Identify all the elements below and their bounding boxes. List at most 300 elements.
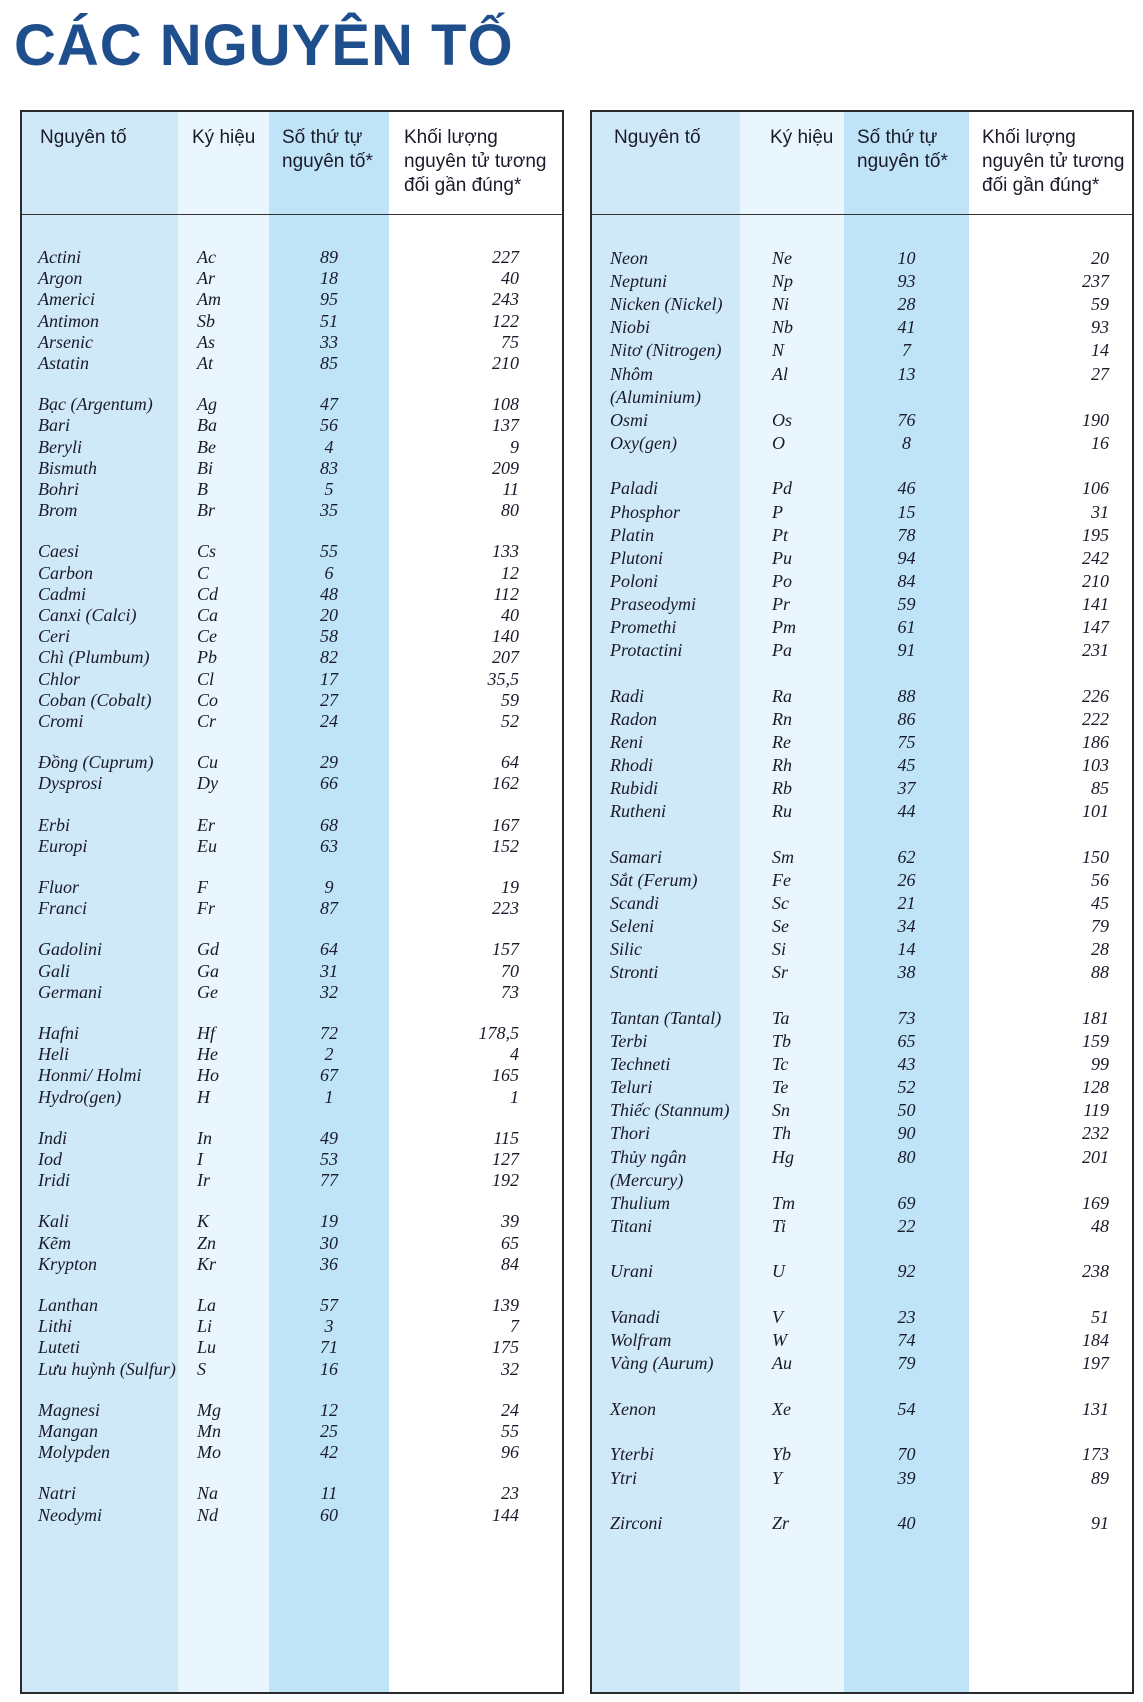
atomic-mass: 140 — [492, 626, 519, 647]
atomic-mass: 75 — [501, 331, 519, 352]
table-row — [22, 1170, 562, 1193]
atomic-mass: 1 — [510, 1086, 519, 1107]
element-symbol: Th — [772, 1123, 792, 1144]
atomic-number: 63 — [320, 835, 338, 856]
atomic-mass: 195 — [1082, 524, 1109, 545]
element-name: Niobi — [610, 317, 651, 338]
element-symbol: Po — [772, 570, 792, 591]
atomic-mass: 7 — [510, 1316, 519, 1337]
element-name: Nicken (Nickel) — [610, 294, 723, 315]
element-name: Neptuni — [610, 271, 667, 292]
table-row — [22, 669, 562, 692]
table-row — [22, 563, 562, 586]
element-name: Vanadi — [610, 1307, 661, 1327]
element-symbol: W — [772, 1330, 787, 1351]
element-symbol: Cl — [197, 668, 215, 689]
element-symbol: Ne — [772, 248, 792, 268]
element-name: Radi — [610, 685, 644, 706]
element-name: Kali — [38, 1211, 70, 1232]
element-name: Yterbi — [610, 1444, 655, 1465]
element-name: Molypden — [38, 1442, 110, 1463]
atomic-number: 39 — [897, 1467, 916, 1488]
atomic-mass: 127 — [492, 1149, 519, 1169]
atomic-number: 29 — [320, 752, 338, 773]
header-number: Số thứ tự nguyên tố* — [857, 127, 948, 172]
table-row — [22, 1023, 562, 1046]
table-row — [22, 353, 562, 376]
table-row — [592, 1468, 1132, 1491]
element-symbol: Au — [772, 1353, 792, 1374]
atomic-mass: 11 — [502, 479, 519, 499]
element-symbol: Li — [197, 1316, 213, 1337]
table-row — [22, 647, 562, 670]
element-symbol: Fr — [197, 898, 215, 919]
element-symbol: F — [197, 877, 208, 897]
element-name: Urani — [610, 1261, 654, 1282]
table-row — [22, 752, 562, 775]
table-row — [592, 1307, 1132, 1330]
table-row — [22, 332, 562, 355]
table-row — [22, 268, 562, 291]
element-name: Luteti — [38, 1337, 81, 1358]
atomic-mass: 162 — [492, 773, 519, 794]
element-symbol: Ra — [772, 685, 792, 706]
element-symbol: Ag — [197, 394, 217, 415]
atomic-mass: 137 — [492, 415, 519, 436]
atomic-number: 72 — [320, 1023, 338, 1043]
atomic-number: 38 — [897, 962, 916, 983]
table-row — [22, 773, 562, 796]
element-name: Nhôm — [610, 363, 654, 384]
table-row — [22, 500, 562, 523]
element-symbol: Np — [772, 271, 794, 292]
atomic-mass: 147 — [1082, 617, 1109, 637]
element-symbol: Bi — [197, 457, 213, 478]
atomic-mass: 175 — [492, 1337, 519, 1358]
element-name: Radon — [610, 708, 657, 729]
atomic-mass: 85 — [1091, 778, 1109, 799]
atomic-number: 77 — [320, 1170, 338, 1191]
atomic-mass: 223 — [492, 898, 519, 919]
atomic-mass: 40 — [501, 268, 519, 289]
atomic-number: 82 — [320, 647, 338, 668]
atomic-mass: 128 — [1082, 1077, 1109, 1098]
atomic-number: 46 — [897, 478, 916, 499]
table-row — [592, 870, 1132, 893]
atomic-mass: 108 — [492, 394, 519, 415]
atomic-mass: 73 — [501, 981, 519, 1002]
table-row — [592, 594, 1132, 617]
element-name: Nitơ (Nitrogen) — [610, 340, 722, 361]
element-symbol: Sr — [772, 962, 789, 983]
element-symbol: Be — [197, 436, 216, 457]
element-symbol: Se — [772, 916, 789, 937]
table-header — [592, 112, 1132, 215]
atomic-number: 92 — [897, 1261, 916, 1282]
element-name: Gali — [38, 960, 71, 981]
header-mass: Khối lượng nguyên tử tương đối gần đúng* — [982, 127, 1125, 196]
atomic-number: 25 — [320, 1421, 338, 1441]
element-name: Carbon — [38, 562, 94, 583]
element-name: Arsenic — [38, 331, 93, 352]
element-symbol: Al — [772, 363, 788, 384]
element-symbol: N — [772, 340, 785, 361]
element-symbol: Tm — [772, 1192, 796, 1213]
table-row — [592, 1399, 1132, 1422]
table-row — [592, 340, 1132, 363]
atomic-number: 37 — [897, 778, 916, 799]
element-name: Bạc (Argentum) — [38, 394, 153, 415]
element-name: Argon — [38, 268, 83, 289]
atomic-number: 87 — [320, 898, 338, 919]
atomic-mass: 45 — [1091, 893, 1109, 913]
atomic-mass: 19 — [501, 877, 519, 897]
atomic-mass: 139 — [492, 1295, 519, 1315]
atomic-mass: 115 — [493, 1127, 519, 1148]
element-name: Indi — [38, 1127, 67, 1148]
element-name: Lithi — [38, 1316, 73, 1337]
atomic-mass: 79 — [1091, 916, 1109, 937]
header-symbol: Ký hiệu — [770, 127, 834, 148]
table-row — [592, 1100, 1132, 1123]
atomic-number: 89 — [320, 247, 338, 267]
atomic-number: 3 — [324, 1316, 334, 1337]
element-symbol: Cu — [197, 752, 219, 773]
element-symbol: Zn — [197, 1232, 217, 1253]
table-row — [592, 939, 1132, 962]
atomic-mass: 152 — [492, 835, 519, 856]
table-row — [592, 1054, 1132, 1077]
atomic-number: 50 — [897, 1100, 916, 1121]
table-row — [592, 1353, 1132, 1376]
element-name: Americi — [38, 289, 95, 310]
element-symbol: Ho — [197, 1065, 219, 1086]
atomic-number: 79 — [897, 1353, 916, 1374]
atomic-number: 67 — [320, 1065, 338, 1086]
element-name: Fluor — [38, 877, 80, 897]
element-symbol: Ce — [197, 626, 217, 647]
atomic-number: 68 — [320, 814, 338, 835]
atomic-mass: 112 — [493, 583, 519, 604]
element-symbol: Ba — [197, 415, 217, 436]
atomic-number: 73 — [897, 1007, 916, 1028]
element-name: Beryli — [38, 436, 82, 457]
atomic-mass: 210 — [492, 353, 519, 373]
atomic-number: 56 — [320, 415, 338, 436]
atomic-number: 80 — [897, 1146, 916, 1167]
element-symbol: Co — [197, 689, 219, 710]
table-row — [22, 815, 562, 838]
element-name: Bohri — [38, 479, 80, 499]
atomic-number: 47 — [320, 394, 338, 415]
atomic-mass: 144 — [492, 1504, 519, 1525]
atomic-number: 62 — [897, 846, 916, 867]
element-symbol: Nb — [772, 317, 794, 338]
table-row — [22, 711, 562, 734]
atomic-mass: 227 — [492, 247, 519, 267]
element-name: Dysprosi — [38, 773, 103, 794]
table-row — [22, 415, 562, 438]
element-name: Wolfram — [610, 1330, 672, 1351]
element-symbol: Er — [197, 814, 215, 835]
atomic-mass: 103 — [1082, 755, 1109, 775]
atomic-mass: 70 — [501, 960, 519, 981]
header-number: Số thứ tự nguyên tố* — [282, 127, 373, 172]
element-name: Actini — [38, 247, 81, 267]
atomic-number: 84 — [897, 570, 916, 591]
atomic-mass: 16 — [1091, 432, 1109, 453]
element-name: Coban (Cobalt) — [38, 689, 152, 710]
table-row — [22, 584, 562, 607]
atomic-mass: 157 — [492, 939, 519, 960]
header-mass: Khối lượng nguyên tử tương đối gần đúng* — [404, 127, 547, 196]
atomic-number: 17 — [320, 668, 338, 689]
element-symbol: Rb — [772, 778, 792, 799]
element-name: Caesi — [38, 541, 80, 562]
element-name: Europi — [38, 835, 88, 856]
atomic-number: 18 — [320, 268, 338, 289]
atomic-number: 88 — [897, 685, 916, 706]
element-symbol: Os — [772, 409, 793, 430]
table-row — [592, 801, 1132, 824]
atomic-mass: 119 — [1083, 1100, 1109, 1121]
atomic-number: 42 — [320, 1442, 338, 1463]
element-symbol: Ca — [197, 605, 219, 625]
element-name: Samari — [610, 846, 663, 867]
table-row — [22, 982, 562, 1005]
atomic-number: 65 — [897, 1031, 916, 1051]
atomic-mass: 141 — [1082, 593, 1109, 614]
atomic-number: 71 — [320, 1337, 338, 1358]
table-row — [592, 893, 1132, 916]
atomic-number: 58 — [320, 626, 338, 647]
element-name: Erbi — [38, 814, 71, 835]
atomic-mass: 186 — [1082, 731, 1109, 752]
table-row — [592, 778, 1132, 801]
atomic-number: 70 — [897, 1444, 916, 1465]
element-name: Lưu huỳnh (Sulfur) — [38, 1358, 176, 1379]
table-row — [22, 437, 562, 460]
table-row — [22, 939, 562, 962]
element-symbol: V — [772, 1307, 783, 1327]
atomic-mass: 131 — [1082, 1398, 1109, 1419]
atomic-number: 53 — [320, 1149, 338, 1169]
table-row — [592, 548, 1132, 571]
atomic-number: 6 — [324, 562, 334, 583]
element-name: Magnesi — [38, 1399, 100, 1420]
atomic-number: 95 — [320, 289, 338, 310]
element-symbol: Ga — [197, 960, 219, 981]
atomic-mass: 40 — [501, 605, 519, 625]
atomic-number: 9 — [324, 877, 334, 897]
atomic-mass: 231 — [1082, 640, 1109, 661]
atomic-mass: 35,5 — [487, 668, 519, 689]
element-name: Hydro(gen) — [38, 1086, 122, 1107]
atomic-mass: 64 — [501, 752, 519, 773]
atomic-mass: 55 — [501, 1421, 519, 1441]
atomic-mass: 88 — [1091, 962, 1109, 983]
element-name: Protactini — [610, 640, 683, 661]
element-name: Rhodi — [610, 755, 653, 775]
element-symbol: Rn — [772, 708, 792, 729]
element-symbol: Cs — [197, 541, 217, 562]
table-row — [592, 410, 1132, 433]
atomic-number: 66 — [320, 773, 338, 794]
atomic-number: 24 — [320, 711, 338, 731]
element-name: Praseodymi — [610, 593, 696, 614]
table-row — [592, 962, 1132, 985]
table-row — [22, 458, 562, 481]
table-row — [22, 605, 562, 628]
table-row — [22, 836, 562, 859]
element-symbol: Na — [197, 1483, 219, 1504]
table-row — [22, 961, 562, 984]
element-name: Iod — [38, 1149, 62, 1169]
atomic-number: 7 — [902, 340, 911, 361]
atomic-mass: 24 — [501, 1399, 519, 1420]
element-name: Xenon — [610, 1398, 656, 1419]
table-row — [22, 626, 562, 649]
atomic-mass: 91 — [1091, 1513, 1109, 1534]
atomic-mass: 99 — [1091, 1054, 1109, 1075]
atomic-mass: 48 — [1091, 1215, 1109, 1236]
element-symbol: H — [197, 1086, 210, 1107]
element-name: Rubidi — [610, 778, 658, 799]
atomic-mass: 133 — [492, 541, 519, 562]
element-name: Paladi — [610, 478, 658, 499]
elements-table-left — [20, 110, 564, 1694]
element-name: Franci — [38, 898, 87, 919]
table-row — [22, 394, 562, 417]
atomic-mass: 150 — [1082, 846, 1109, 867]
atomic-number: 22 — [897, 1215, 916, 1236]
element-name: Lanthan — [38, 1295, 99, 1315]
element-symbol: Dy — [197, 773, 218, 794]
element-name: Plutoni — [610, 547, 663, 568]
atomic-number: 83 — [320, 457, 338, 478]
atomic-number: 75 — [897, 731, 916, 752]
atomic-mass: 20 — [1091, 248, 1109, 268]
table-row — [22, 311, 562, 334]
element-name: Hafni — [38, 1023, 80, 1043]
atomic-mass: 222 — [1082, 708, 1109, 729]
atomic-mass: 169 — [1082, 1192, 1109, 1213]
atomic-number: 33 — [320, 331, 338, 352]
element-symbol: Fe — [772, 869, 791, 890]
element-symbol: Br — [197, 500, 215, 521]
element-symbol: La — [197, 1295, 217, 1315]
element-symbol: Ti — [772, 1215, 787, 1236]
atomic-number: 64 — [320, 939, 338, 960]
element-symbol: Zr — [772, 1513, 790, 1534]
table-row — [22, 877, 562, 900]
element-name: Gadolini — [38, 939, 103, 960]
atomic-number: 11 — [320, 1483, 338, 1504]
element-name: Bismuth — [38, 457, 98, 478]
element-name: Silic — [610, 939, 642, 960]
element-symbol: I — [197, 1149, 203, 1169]
atomic-mass: 51 — [1091, 1307, 1109, 1327]
element-symbol: Sb — [197, 310, 215, 331]
element-symbol: Pr — [772, 593, 790, 614]
atomic-number: 14 — [897, 939, 916, 960]
table-row — [592, 1193, 1132, 1216]
element-symbol: Ar — [197, 268, 215, 289]
table-row — [22, 1442, 562, 1465]
table-row — [22, 1065, 562, 1088]
element-name: Thori — [610, 1123, 651, 1144]
table-row — [592, 387, 1132, 410]
element-symbol: In — [197, 1127, 212, 1148]
element-symbol: C — [197, 562, 210, 583]
atomic-number: 19 — [320, 1211, 338, 1232]
element-symbol: Kr — [197, 1253, 217, 1274]
table-row — [22, 1044, 562, 1067]
table-row — [592, 755, 1132, 778]
element-symbol: Sm — [772, 846, 794, 867]
table-row — [592, 571, 1132, 594]
table-row — [592, 1123, 1132, 1146]
element-symbol: O — [772, 432, 785, 453]
atomic-mass: 96 — [501, 1442, 519, 1463]
table-row — [592, 1077, 1132, 1100]
element-symbol: U — [772, 1261, 785, 1282]
table-row — [22, 1400, 562, 1423]
element-symbol: Ru — [772, 801, 792, 822]
element-name: Natri — [38, 1483, 77, 1504]
element-symbol: Pu — [772, 547, 792, 568]
element-name: Heli — [38, 1044, 69, 1065]
atomic-number: 12 — [320, 1399, 338, 1420]
element-name: (Mercury) — [610, 1169, 684, 1190]
element-symbol: Y — [772, 1467, 783, 1488]
element-symbol: As — [197, 331, 215, 352]
atomic-number: 36 — [320, 1253, 338, 1274]
table-row — [22, 247, 562, 270]
element-symbol: Rh — [772, 755, 792, 775]
atomic-number: 93 — [897, 271, 916, 292]
element-symbol: He — [197, 1044, 218, 1065]
table-row — [592, 433, 1132, 456]
table-row — [592, 1513, 1132, 1536]
element-name: Cadmi — [38, 583, 87, 604]
atomic-number: 27 — [320, 689, 338, 710]
header-element: Nguyên tố — [614, 127, 701, 148]
table-row — [22, 898, 562, 921]
table-row — [22, 1087, 562, 1110]
element-symbol: S — [197, 1358, 206, 1379]
atomic-number: 60 — [320, 1504, 338, 1525]
element-name: Kẽm — [38, 1232, 71, 1253]
element-name: Chì (Plumbum) — [38, 647, 150, 668]
atomic-mass: 184 — [1082, 1330, 1109, 1351]
element-symbol: Lu — [197, 1337, 217, 1358]
table-row — [592, 1330, 1132, 1353]
table-row — [592, 1444, 1132, 1467]
element-symbol: Hg — [772, 1146, 794, 1167]
table-row — [592, 640, 1132, 663]
atomic-mass: 232 — [1082, 1123, 1109, 1144]
element-symbol: Xe — [772, 1398, 791, 1419]
element-name: Neodymi — [38, 1504, 102, 1525]
table-row — [22, 479, 562, 502]
atomic-mass: 237 — [1082, 271, 1109, 292]
atomic-mass: 52 — [501, 711, 519, 731]
element-symbol: Sn — [772, 1100, 790, 1121]
atomic-number: 31 — [320, 960, 338, 981]
element-name: Krypton — [38, 1253, 98, 1274]
atomic-number: 21 — [897, 893, 916, 913]
